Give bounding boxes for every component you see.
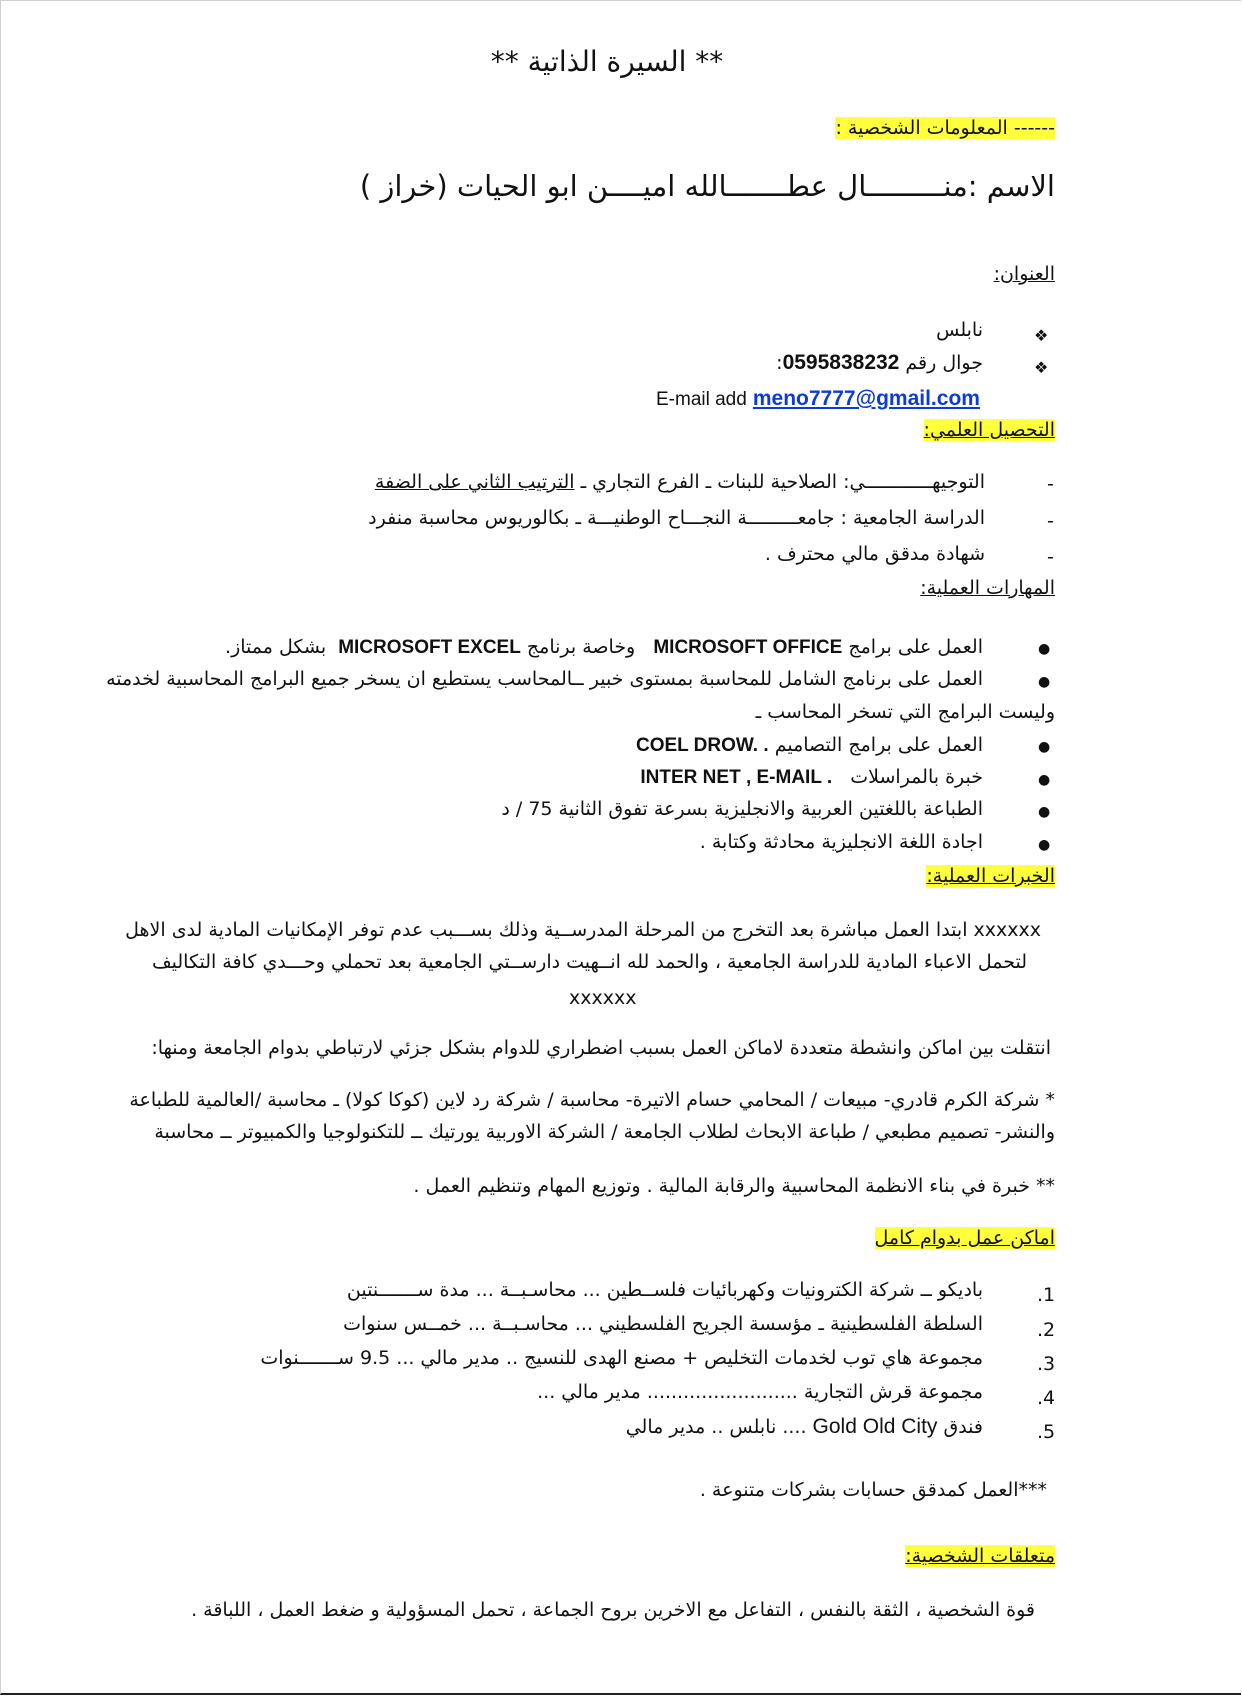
list-number: .2: [1037, 1319, 1056, 1341]
skill-item-2-cont: وليست البرامج التي تسخر المحاسب ـ: [755, 701, 1055, 723]
fulltime-heading: اماكن عمل بدوام كامل: [874, 1227, 1055, 1249]
experience-para3-line2: والنشر- تصميم مطبعي / طباعة الابحاث لطلاب الجامعة / الشركة الاوربية يورتيك ــ للتكنولوجيا والكمبيوتر ــ محاسبة: [154, 1121, 1055, 1143]
full-name: الاسم :منـــــــــال عطـــــــالله اميــــن ابو الحيات (خراز ): [359, 169, 1055, 203]
list-dash: -: [1047, 510, 1054, 532]
email-link[interactable]: meno7777@gmail.com: [752, 387, 980, 410]
list-number: .1: [1037, 1284, 1056, 1306]
experience-para3-line1: * شركة الكرم قادري- مبيعات / المحامي حسام الاتيرة- محاسبة / شركة رد لاين (كوكا كولا) ـ محاسبة /العالمية للطباعة: [129, 1089, 1055, 1111]
traits-heading: متعلقات الشخصية:: [905, 1545, 1055, 1567]
skill-item-6: اجادة اللغة الانجليزية محادثة وكتابة .: [699, 831, 983, 853]
list-dash: -: [1047, 473, 1054, 495]
list-number: .5: [1037, 1421, 1056, 1443]
fulltime-item-1: باديكو ــ شركة الكترونيات وكهربائيات فلســطين ... محاسـبــة ... مدة ســـــــنتين: [346, 1279, 983, 1301]
address-heading: العنوان:: [993, 263, 1055, 285]
fulltime-item-3: مجموعة هاي توب لخدمات التخليص + مصنع الهدى للنسيج .. مدير مالي ... 9.5 ســـــــنوات: [260, 1347, 983, 1369]
bullet-icon: ●: [1038, 641, 1051, 657]
experience-para2: انتقلت بين اماكن وانشطة متعددة لاماكن العمل بسبب اضطراري للدوام بشكل جزئي لارتباطي بدوام الجامعة ومنها:: [151, 1037, 1051, 1059]
diamond-bullet-icon: ❖: [1034, 358, 1049, 377]
skill-item-4: خبرة بالمراسلات INTER NET , E-MAIL .: [640, 766, 983, 788]
skills-heading: المهارات العملية:: [920, 577, 1055, 599]
list-dash: -: [1047, 546, 1054, 568]
skill-item-1: العمل على برامج MICROSOFT OFFICE وخاصة برنامج MICROSOFT EXCEL بشكل ممتاز.: [225, 636, 983, 658]
experience-para1-line1: xxxxxx ابتدا العمل مباشرة بعد التخرج من المرحلة المدرســية وذلك بســـبب عدم توفر الإمكانيات المادية لدى الاهل: [125, 919, 1041, 941]
address-city: نابلس: [936, 319, 983, 341]
education-heading: التحصيل العلمي:: [923, 419, 1055, 441]
skill-item-2: العمل على برنامج الشامل للمحاسبة بمستوى خبير ــالمحاسب يستطيع ان يسخر جميع البرامج المحاسبية لخدمته: [106, 668, 983, 690]
fulltime-item-4: مجموعة قرش التجارية ......................... مدير مالي ...: [537, 1381, 983, 1403]
list-number: .4: [1037, 1387, 1056, 1409]
fulltime-item-5: فندق Gold Old City .... نابلس .. مدير مالي: [625, 1415, 983, 1438]
experience-para1-line3: xxxxxx: [569, 987, 637, 1009]
education-certificate: شهادة مدقق مالي محترف .: [764, 543, 985, 565]
bullet-icon: ●: [1038, 804, 1051, 820]
bullet-icon: ●: [1038, 772, 1051, 788]
email-line: E-mail add meno7777@gmail.com: [656, 387, 980, 410]
page-title: ** السيرة الذاتية **: [490, 45, 724, 78]
skill-item-5: الطباعة باللغتين العربية والانجليزية بسرعة تفوق الثانية 75 / د: [501, 798, 983, 820]
experience-para1-line2: لتحمل الاعباء المادية للدراسة الجامعية ، والحمد لله انــهيت دارســتي الجامعية بعد تحملي وحـــدي كافة التكاليف: [151, 951, 1027, 973]
traits-text: قوة الشخصية ، الثقة بالنفس ، التفاعل مع الاخرين بروح الجماعة ، تحمل المسؤولية و ضغط العمل ، اللباقة .: [191, 1599, 1035, 1621]
personal-info-heading: ------ المعلومات الشخصية :: [835, 117, 1055, 139]
experience-para4: ** خبرة في بناء الانظمة المحاسبية والرقابة المالية . وتوزيع المهام وتنظيم العمل .: [413, 1175, 1055, 1197]
tawjihi-rank: الترتيب الثاني على الضفة: [374, 471, 575, 493]
bullet-icon: ●: [1038, 739, 1051, 755]
auditor-note: ***العمل كمدقق حسابات بشركات متنوعة .: [699, 1479, 1047, 1501]
bullet-icon: ●: [1038, 674, 1051, 690]
education-university: الدراسة الجامعية : جامعـــــــــة النجـــاح الوطنيـــة ـ بكالوريوس محاسبة منفرد: [368, 507, 985, 529]
fulltime-item-2: السلطة الفلسطينية ـ مؤسسة الجريح الفلسطيني ... محاسـبــة ... خمــس سنوات: [343, 1313, 983, 1335]
list-number: .3: [1037, 1353, 1056, 1375]
mobile-number: 0595838232: [782, 351, 900, 374]
bullet-icon: ●: [1038, 837, 1051, 853]
skill-item-3: العمل على برامج التصاميم COEL DROW. .: [635, 734, 983, 756]
education-tawjihi: التوجيهــــــــــــي: الصلاحية للبنات ـ الفرع التجاري ـ الترتيب الثاني على الضفة: [374, 471, 985, 493]
experience-heading: الخبرات العملية:: [926, 865, 1055, 887]
diamond-bullet-icon: ❖: [1034, 326, 1049, 345]
mobile-line: جوال رقم 0595838232:: [776, 351, 983, 374]
